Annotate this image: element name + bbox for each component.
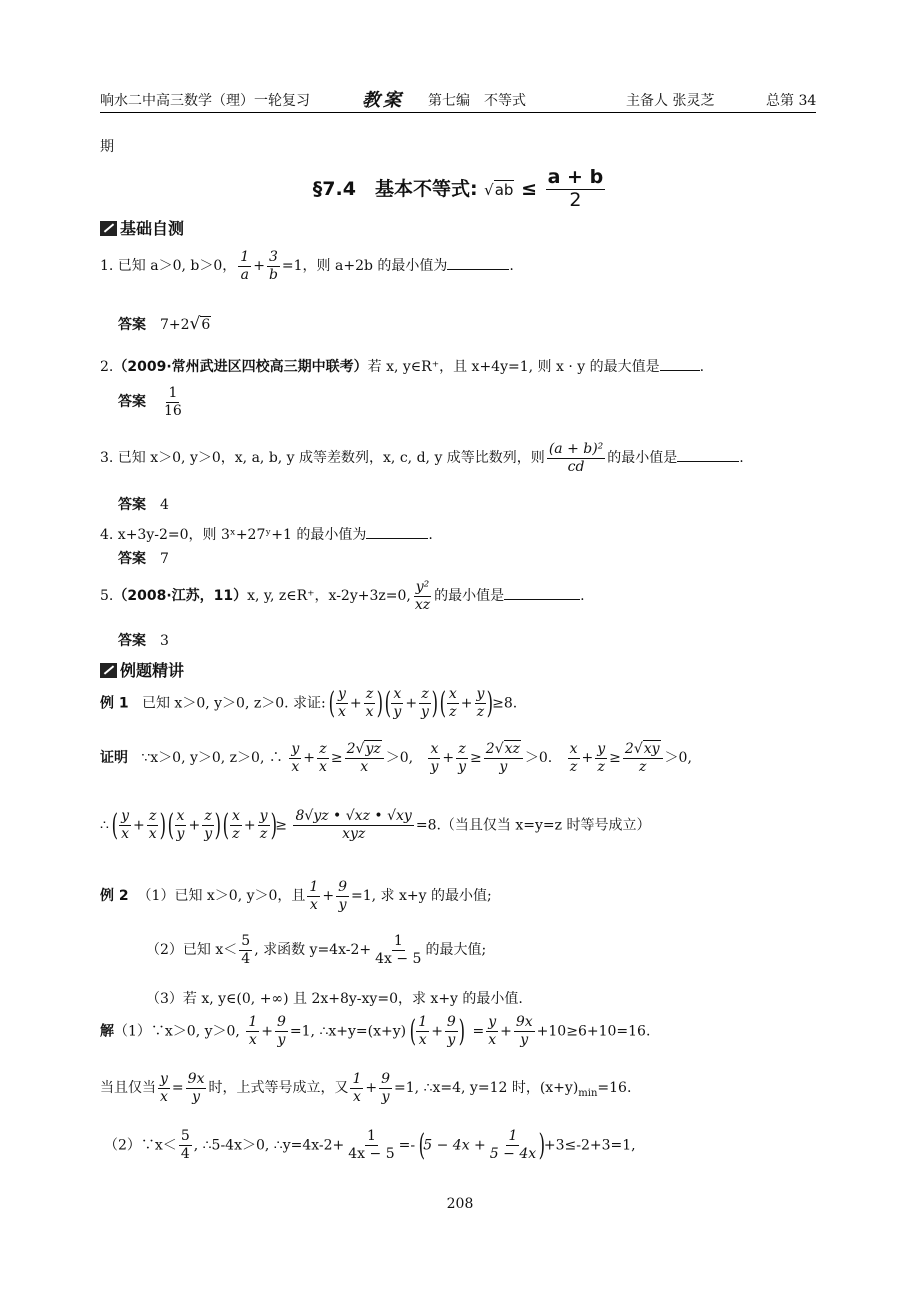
problem-2: 2.（2009·常州武进区四校高三期中联考）若 x, y∈R⁺，且 x+4y=1, 则 x · y 的最大值是 . — [100, 359, 705, 375]
example-1: 例 1 已知 x＞0, y＞0, z＞0. 求证: ( $\frac{y}{x}$ + $\frac{z}{x}$ ) ( $\frac{x}{y}$ + $\frac{z}{y}$ ) ( $\frac{x}{z}$ + $\frac{y}{z}$ )≥8. — [100, 686, 518, 721]
answer-4: 答案 7 — [118, 551, 169, 567]
example-2-q3: （3）若 x, y∈(0, +∞) 且 2x+8y-xy=0，求 x+y 的最小值. — [146, 991, 523, 1007]
header-issue-tail: 期 — [100, 139, 114, 155]
page-number: 208 — [446, 1196, 474, 1212]
title-section: §7.4 基本不等式: — [312, 177, 478, 200]
page-header — [100, 90, 816, 113]
header-author: 主备人 张灵芝 — [626, 93, 715, 109]
header-school: 响水二中高三数学（理）一轮复习 — [100, 93, 310, 109]
title-sqrt: √ab — [484, 180, 514, 199]
problem-3: 3. 已知 x＞0, y＞0，x, a, b, y 成等差数列，x, c, d, y 成等比数列，则 $\frac{\text{(a + b)²}}{cd}$ 的最小值是 . — [100, 441, 744, 475]
section-examples: 例题精讲 — [100, 658, 184, 681]
section-basic: 基础自测 — [100, 216, 184, 239]
title-fraction: $\frac{a + b}{2}$ — [547, 166, 604, 211]
answer-5: 答案 3 — [118, 633, 169, 649]
header-chapter: 第七编 不等式 — [428, 93, 526, 109]
header-issue: 总第 34 — [766, 93, 817, 109]
answer-3: 答案 4 — [118, 497, 169, 513]
example-2-q2: （2）已知 x＜ $\frac{5}{4}$ , 求函数 y=4x-2+ $\frac{1}{4x - 5}$ 的最大值; — [146, 933, 487, 967]
answer-2: 答案 $\frac{1}{16}$ — [118, 385, 182, 419]
title-leq: ≤ — [521, 177, 537, 200]
answer-1: 答案 7+2√6 — [118, 314, 211, 334]
solution-1-equality: 当且仅当 $\frac{y}{x}$ = $\frac{9x}{y}$ 时，上式等号成立，又 $\frac{1}{x}$ + $\frac{9}{y}$ =1, ∴x=4, y=12 时，$(x+y)_{min}=16$. — [100, 1071, 632, 1105]
example-2-q1: 例 2 （1）已知 x＞0, y＞0，且 $\frac{1}{x}$ + $\frac{9}{y}$ =1, 求 x+y 的最小值; — [100, 879, 492, 913]
header-jiaoan: 教案 — [362, 90, 404, 111]
problem-4: 4. x+3y-2=0，则 3ˣ+27ʸ+1 的最小值为 . — [100, 527, 433, 543]
page-title — [0, 168, 920, 211]
proof-conclusion: ∴ ( $\frac{y}{x}$ + $\frac{z}{x}$ ) ( $\frac{x}{y}$ + $\frac{z}{y}$ ) ( $\frac{x}{z}$ + $\frac{y}{z}$ )≥ $\frac{8√yz • √xz • √xy}{\text{xyz}}$ =8.（当且仅当 x=y=z 时等号成立） — [100, 808, 651, 843]
pencil-icon — [100, 663, 117, 678]
problem-1: 1. 已知 a＞0, b＞0， $\frac{1}{a}$ + $\frac{3}{b}$ =1，则 a+2b 的最小值为 . — [100, 249, 514, 283]
proof-line: 证明 ∵x＞0, y＞0, z＞0, ∴ $\frac{y}{x}$ + $\frac{z}{x}$ ≥ $\frac{2√yz}{x}$ ＞0, $\frac{x}{y}$ + $\frac{z}{y}$ ≥ $\frac{2√xz}{y}$ ＞0. $\frac{x}{z}$ + $\frac{y}{z}$ ≥ $\frac{2√xy}{z}$ ＞0, — [100, 741, 692, 775]
pencil-icon — [100, 221, 117, 236]
problem-5: 5.（2008·江苏，11）x, y, z∈R⁺，x-2y+3z=0, $\frac{\text{y²}}{xz}$ 的最小值是 . — [100, 579, 585, 613]
solution-1: 解（1）∵x＞0, y＞0, $\frac{1}{x}$ + $\frac{9}{y}$ =1, ∴x+y=(x+y) ( $\frac{1}{x}$ + $\frac{9}{y}$ ) = $\frac{y}{x}$ + $\frac{9x}{y}$ +10≥6+10=16. — [100, 1014, 651, 1049]
solution-2: （2）∵x＜ $\frac{5}{4}$ , ∴5-4x＞0, ∴y=4x-2+ $\frac{1}{4x - 5}$ =- (5 − 4x + $\frac{1}{5 - 4x}$ )+3≤-2+3=1, — [104, 1128, 636, 1163]
